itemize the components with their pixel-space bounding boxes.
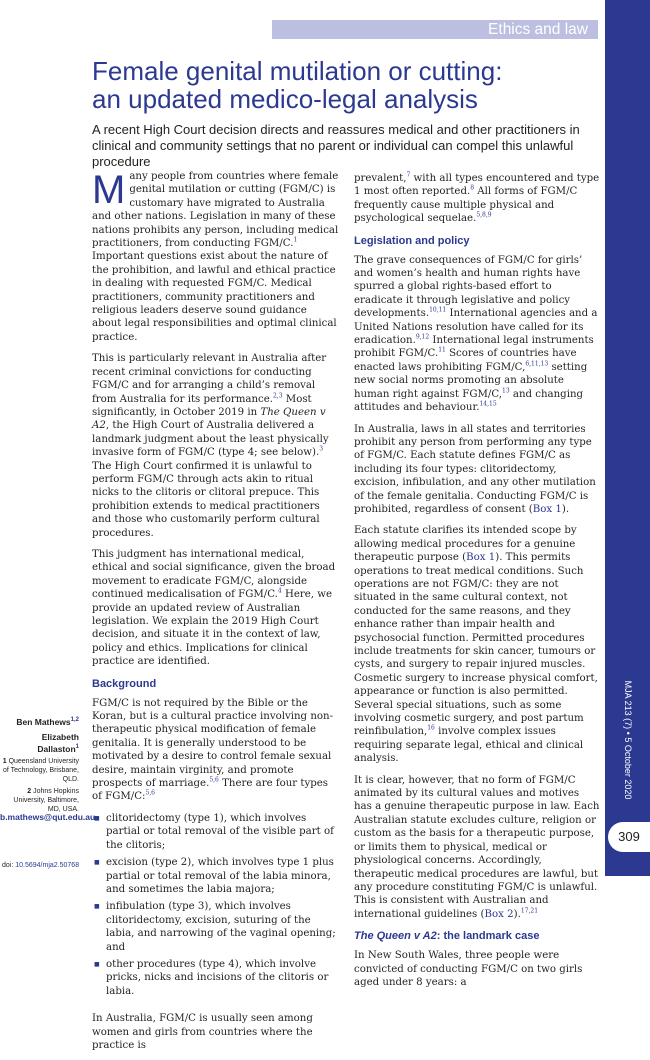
paragraph: FGM/C is not required by the Bible or the Koran, but is a cultural practice involving non-therapeutic physical modification of female genitalia. It is generally understood to be motivated by a desire to control female sexual desire, maintain virginity, and promote prospects of marriage.$^{5,6}$ There are four types of FGM/C:$^{5,6}$ bbox=[92, 697, 334, 803]
paragraph: This judgment has international medical, ethical and social significance, given the broad movement to eradicate FGM/C, alongside continued medicalisation of FGM/C.$^4$ Here, we provide an updated review of Australian legislation. We explain the 2019 High Court decision, and situate it in the context of law, policy and ethics. Implications for clinical practice are identified. bbox=[92, 548, 336, 668]
doi: doi: 10.5694/mja2.50768 bbox=[2, 862, 80, 869]
paragraph: This is particularly relevant in Australia after recent criminal convictions for conducting FGM/C and for arranging a child’s removal from Australia for its performance.$^{2,3}$ Most significantly, in October 2019 in The Queen v A2, the High Court of Australia delivered a landmark judgment about the least physically invasive form of FGM/C (type 4; see below).$^3$ The High Court confirmed it is unlawful to perform FGM/C through acts akin to ritual nicks to the clitoris or clitoral prepuce. This prohibition extends to medical practitioners and those who customarily perform cultural procedures. bbox=[92, 353, 329, 539]
heading-legislation: Legislation and policy bbox=[354, 234, 470, 247]
paragraph: Each statute clarifies its intended scope by allowing medical procedures for a genuine therapeutic purpose (Box 1). This permits operations to treat medical conditions. Such operations are not FGM/C: they are not situated in the same cultural context, not conducted for the same reasons, and they enhance rather than impair health and psychosocial function. Permitted procedures include treatments for skin cancer, tumours or cysts, and surgery to repair injured muscles. Cosmetic surgery to increase physical comfort, appearance or function is also permitted. Several special situations, such as some involving cosmetic surgery, and post partum reinfibulation,$^{16}$ involve complex issues requiring separate legal, ethical and clinical analysis. bbox=[354, 525, 598, 765]
drop-cap: M bbox=[92, 168, 126, 212]
intro-paragraph: Many people from countries where female genital mutilation or cutting (FGM/C) is customary have migrated to Australia and other nations. Legislation in many of these nations prohibits any person, including medical practitioners, from conducting FGM/C.$^1$ Important questions exist about the nature of the prohibition, and lawful and ethical practice in dealing with requested FGM/C. Medical practitioners, community practitioners and religious leaders deserve sound guidance about legal responsibilities and optimal clinical practice. bbox=[92, 168, 339, 343]
section-label: Ethics and law bbox=[488, 21, 588, 38]
list-item: ■ clitoridectomy (type 1), which involves partial or total removal of the visible part of the clitoris; bbox=[106, 812, 339, 852]
article-title bbox=[92, 57, 602, 113]
journal-citation: MJA 213 (7) • 5 October 2020 bbox=[623, 680, 633, 800]
authors-block bbox=[0, 716, 79, 755]
author-name: Elizabeth Dallaston$^1$ bbox=[37, 732, 79, 754]
paragraph: In Australia, laws in all states and territories prohibit any person from performing any type of FGM/C. Each statute defines FGM/C as including its four types: clitoridectomy, excision, infibulation, and any other mutilation of the female genitalia. Conducting FGM/C is prohibited, regardless of consent (Box 1). bbox=[354, 423, 596, 515]
affiliations-block bbox=[0, 757, 79, 814]
fgm-types-list bbox=[92, 812, 339, 998]
affiliation: 2 Johns Hopkins University, Baltimore, MD, USA. bbox=[13, 788, 79, 813]
doi-link[interactable]: 10.5694/mja2.50768 bbox=[15, 862, 80, 869]
title-line-2: an updated medico-legal analysis bbox=[92, 84, 478, 114]
list-item: ■ excision (type 2), which involves type 1 plus partial or total removal of the labia minora, and sometimes the labia majora; bbox=[106, 856, 339, 896]
affiliation: 1 Queensland University of Technology, Brisbane, QLD. bbox=[2, 758, 79, 783]
page-number: 309 bbox=[606, 820, 650, 854]
column-1 bbox=[92, 170, 339, 1060]
paragraph: The grave consequences of FGM/C for girls’ and women’s health and human rights have spurred a global rights-based effort to eradicate it through legislative and policy developments.$^{10,11}$ International agencies and a United Nations resolution have called for its eradication.$^{9,12}$ International legal instruments prohibit FGM/C.$^{11}$ Scores of countries have enacted laws prohibiting FGM/C,$^{6,11,13}$ setting new social norms promoting an absolute human right against FGM/C,$^{13}$ and changing attitudes and behaviour.$^{14,15}$ bbox=[354, 254, 598, 414]
list-item: ■ infibulation (type 3), which involves clitoridectomy, excision, suturing of the labia, and narrowing of the vaginal opening; and bbox=[106, 900, 339, 954]
paragraph: In Australia, FGM/C is usually seen among women and girls from countries where the practice is bbox=[92, 1013, 313, 1051]
section-banner bbox=[272, 20, 598, 39]
box-2-link[interactable]: Box 2 bbox=[484, 908, 514, 920]
box-1-link[interactable]: Box 1 bbox=[532, 503, 562, 515]
email-block bbox=[0, 812, 96, 823]
paragraph: prevalent,$^7$ with all types encountered and type 1 most often reported.$^8$ All forms of FGM/C frequently cause multiple physical and psychological sequelae.$^{5,8,9}$ bbox=[354, 171, 600, 225]
paragraph: It is clear, however, that no form of FGM/C animated by its cultural values and motives has a genuine therapeutic purpose in law. Each Australian statute excludes culture, religion or custom as the basis for a therapeutic purpose, or limits them to physical, medical or physiological concerns. Accordingly, therapeutic medical procedures are lawful, but any procedure constituting FGM/C is unlawful. This is consistent with Australian and international guidelines (Box 2).$^{17,21}$ bbox=[354, 774, 600, 920]
heading-queen-v-a2: The Queen v A2: the landmark case bbox=[354, 930, 540, 943]
heading-background: Background bbox=[92, 677, 157, 690]
box-1-link[interactable]: Box 1 bbox=[466, 552, 496, 564]
title-line-1: Female genital mutilation or cutting: bbox=[92, 56, 503, 86]
author-name: Ben Mathews$^{1,2}$ bbox=[16, 717, 79, 727]
standfirst: A recent High Court decision directs and reassures medical and other practitioners in clinical and community settings that no parent or individual can compel this unlawful procedure bbox=[92, 122, 580, 169]
author-email[interactable]: b.mathews@qut.edu.au bbox=[0, 812, 96, 822]
column-2 bbox=[354, 172, 600, 997]
paragraph: In New South Wales, three people were convicted of conducting FGM/C on two girls aged under 8 years: a bbox=[354, 950, 583, 988]
list-item: ■ other procedures (type 4), which involve pricks, nicks and incisions of the clitoris or labia. bbox=[106, 958, 339, 998]
